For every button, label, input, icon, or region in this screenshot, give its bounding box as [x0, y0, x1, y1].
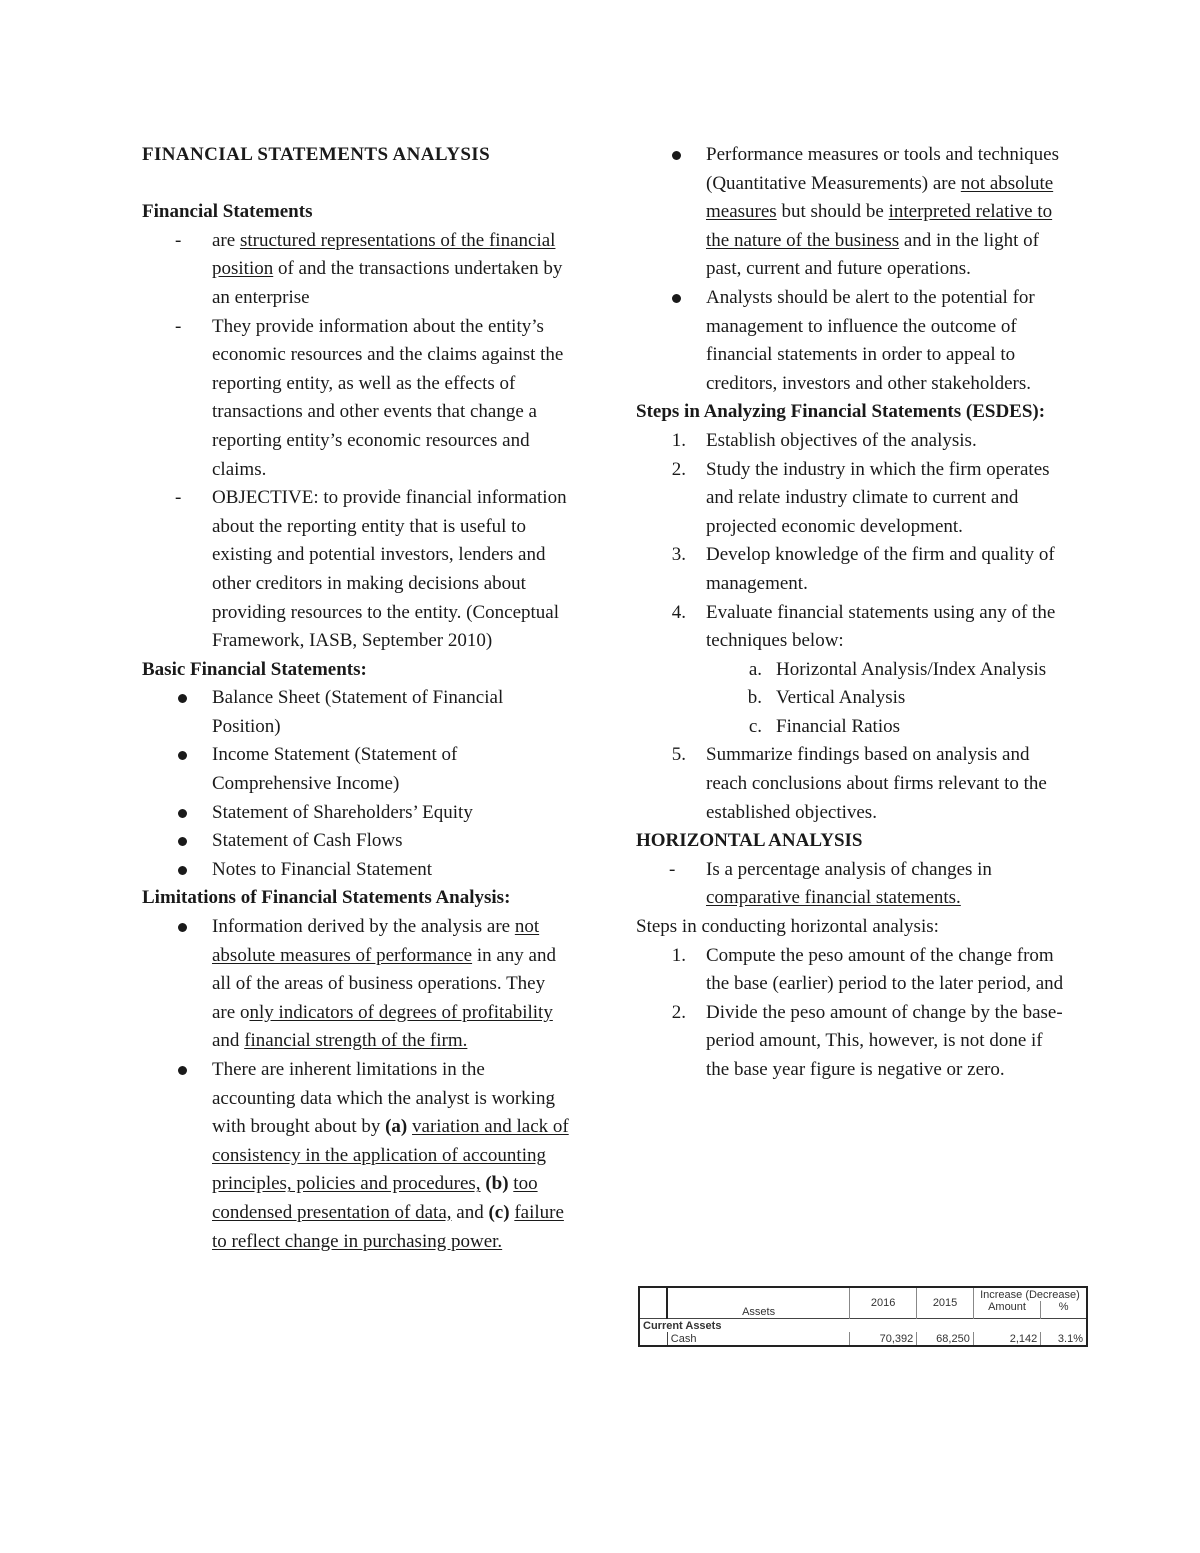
list-item: Notes to Financial Statement [142, 856, 572, 885]
horizontal-steps-list [636, 942, 1066, 1085]
list-item: - OBJECTIVE: to provide financial information about the reporting entity that is useful to existing and potential investors, lenders and other creditors in making decisions about providing resources to the entity. (Conceptual Framework, IASB, September 2010) [142, 484, 572, 656]
horizontal-steps-intro: Steps in conducting horizontal analysis: [636, 916, 939, 938]
limitations-heading: Limitations of Financial Statements Analysis: [142, 887, 511, 909]
performance-list [636, 141, 1066, 398]
list-item: Balance Sheet (Statement of Financial Position) [142, 684, 572, 741]
list-item: 5. Summarize findings based on analysis and reach conclusions about firms relevant to the established objectives. [671, 744, 1047, 823]
list-item: 2. Divide the peso amount of change by the base-period amount, This, however, is not done if the base year figure is negative or zero. [671, 1001, 1063, 1080]
list-item: 1. Compute the peso amount of the change from the base (earlier) period to the later period, and [671, 944, 1064, 995]
horizontal-analysis-heading: HORIZONTAL ANALYSIS [636, 830, 863, 852]
list-item: Statement of Shareholders’ Equity [142, 799, 572, 828]
year-2016-header: 2016 [849, 1287, 916, 1319]
list-item: Information derived by the analysis are not absolute measures of performance in any and all of the areas of business operations. They are only indicators of degrees of profitability and financial strength of the firm. [142, 913, 572, 1056]
assets-header: Assets [667, 1287, 849, 1319]
document-title: FINANCIAL STATEMENTS ANALYSIS [142, 144, 491, 165]
amount-header: Amount [973, 1301, 1040, 1319]
list-item: - are structured representations of the financial position of and the transactions undertaken by an enterprise [142, 227, 572, 313]
list-item: a. Horizontal Analysis/Index Analysis [748, 658, 1047, 680]
limitations-list [142, 913, 572, 1256]
list-item: 1. Establish objectives of the analysis. [671, 429, 977, 451]
percent-header: % [1041, 1301, 1087, 1319]
techniques-list [706, 656, 1066, 742]
list-item: Income Statement (Statement of Comprehensive Income) [142, 741, 572, 798]
list-item: - They provide information about the entity’s economic resources and the claims against the reporting entity, as well as the effects of transactions and other events that change a reporting entity’s economic resources and claims. [142, 313, 572, 485]
steps-heading: Steps in Analyzing Financial Statements (ESDES): [636, 401, 1046, 423]
left-column [142, 141, 572, 1256]
list-item: c. Financial Ratios [748, 715, 901, 737]
basic-statements-heading: Basic Financial Statements: [142, 658, 367, 680]
horizontal-definition-list [636, 856, 1066, 913]
cash-2015-value: 68,250 [917, 1332, 974, 1346]
financial-statements-list [142, 227, 572, 656]
basic-statements-list [142, 684, 572, 884]
list-item: There are inherent limitations in the accounting data which the analyst is working with brought about by (a) variation and lack of consistency in the application of accounting principles, policies and procedures, (b) too condensed presentation of data, and (c) failure to reflect change in purchasing power. [142, 1056, 572, 1256]
list-item: - Is a percentage analysis of changes in comparative financial statements. [636, 856, 1066, 913]
list-item: b. Vertical Analysis [747, 687, 906, 709]
steps-list [636, 427, 1066, 827]
cash-percent-change: 3.1% [1041, 1332, 1087, 1346]
increase-decrease-header: Increase (Decrease) [973, 1287, 1087, 1301]
list-item: 2. Study the industry in which the firm operates and relate industry climate to current and projected economic development. [671, 458, 1050, 537]
financial-statements-heading: Financial Statements [142, 201, 313, 223]
cash-2016-value: 70,392 [849, 1332, 916, 1346]
list-item: Analysts should be alert to the potential for management to influence the outcome of financial statements in order to appeal to creditors, investors and other stakeholders. [636, 284, 1066, 398]
list-item: 4. Evaluate financial statements using any of the techniques below: a. Horizontal Analysis/Index Analysis b. Vertical Analysis c. Financial Ratios [636, 599, 1066, 742]
list-item: Performance measures or tools and techniques (Quantitative Measurements) are not absolute measures but should be interpreted relative to the nature of the business and in the light of past, current and future operations. [636, 141, 1066, 284]
list-item: Statement of Cash Flows [142, 827, 572, 856]
year-2015-header: 2015 [917, 1287, 974, 1319]
cash-amount-change: 2,142 [973, 1332, 1040, 1346]
right-column [636, 141, 1066, 1085]
list-item: 3. Develop knowledge of the firm and quality of management. [671, 544, 1055, 594]
horizontal-analysis-table [638, 1286, 1088, 1347]
cash-label: Cash [667, 1332, 849, 1346]
current-assets-label: Current Assets [639, 1319, 1087, 1333]
